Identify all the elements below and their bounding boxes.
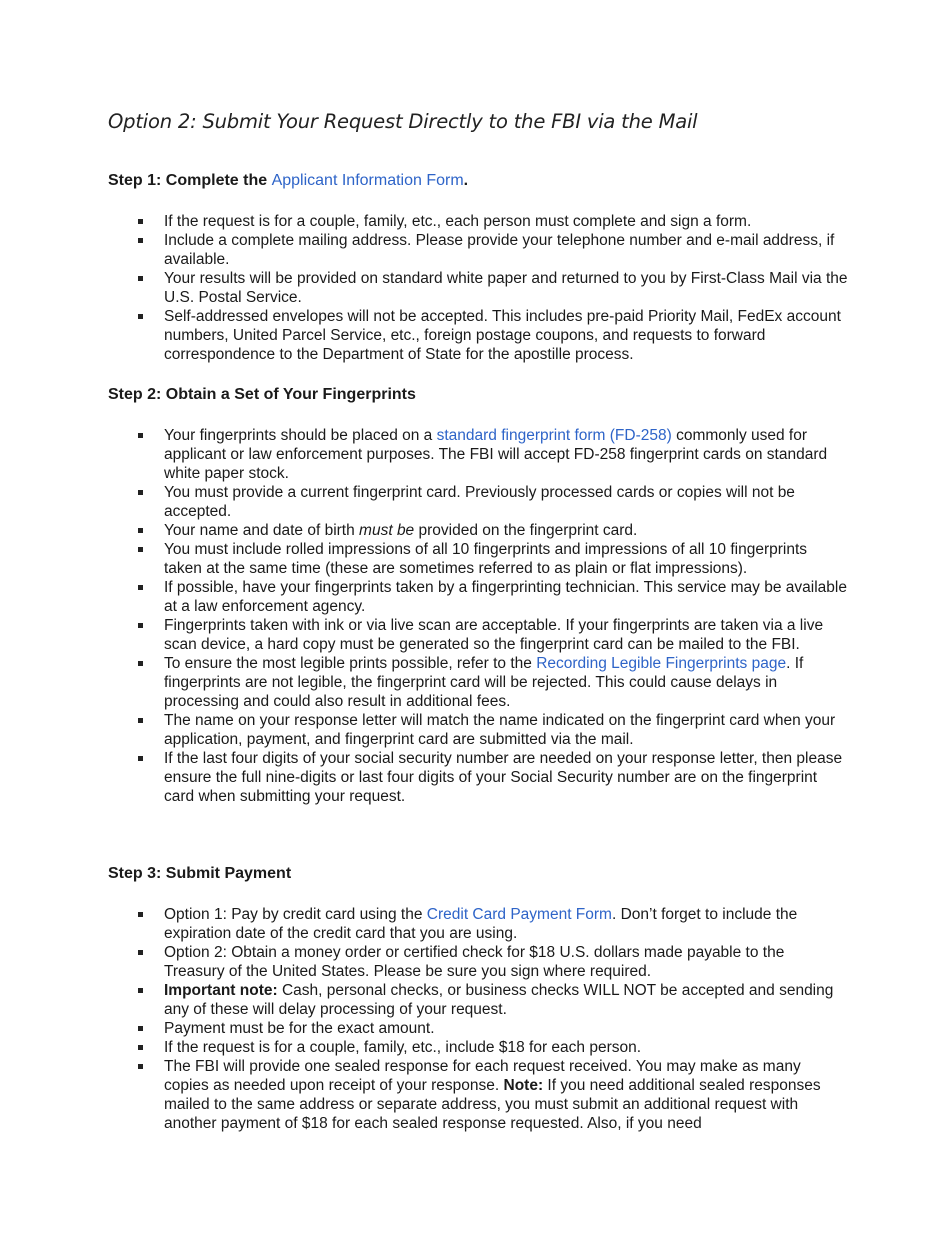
bullet-icon xyxy=(138,238,143,243)
list-item xyxy=(108,654,848,711)
list-item-text: Your fingerprints should be placed on a xyxy=(164,427,437,444)
list-item-text: If the last four digits of your social security number are needed on your response letter, then please ensure the full nine-digits or last four digits of your Social Security number are on the fingerprint card when submitting your request. xyxy=(164,750,843,805)
list-item-text: The name on your response letter will match the name indicated on the fingerprint card when your application, payment, and fingerprint card are submitted via the mail. xyxy=(164,712,836,748)
list-item-text: If you need additional sealed responses mailed to the same address or separate address, you must submit an additional request with another payment of $18 for each sealed response requested. Also, if you need xyxy=(164,1077,821,1132)
applicant-information-form-link[interactable]: Applicant Information Form xyxy=(271,172,464,189)
list-item xyxy=(108,1019,848,1038)
list-item-text: If possible, have your fingerprints taken by a fingerprinting technician. This service may be available at a law enforcement agency. xyxy=(164,579,847,615)
list-item xyxy=(108,578,848,616)
list-item-text: If the request is for a couple, family, etc., each person must complete and sign a form. xyxy=(164,213,752,230)
step1-list xyxy=(108,212,848,364)
list-item-text: Option 2: Obtain a money order or certified check for $18 U.S. dollars made payable to the Treasury of the United States. Please be sure you sign where required. xyxy=(164,944,785,980)
list-item xyxy=(108,540,848,578)
step1-heading-period: . xyxy=(463,172,469,189)
step1-heading xyxy=(108,172,468,190)
bullet-icon xyxy=(138,988,143,993)
list-item xyxy=(108,981,848,1019)
bullet-icon xyxy=(138,912,143,917)
list-item-text: If the request is for a couple, family, etc., include $18 for each person. xyxy=(164,1039,642,1056)
list-item-text: Self-addressed envelopes will not be accepted. This includes pre-paid Priority Mail, FedEx account numbers, United Parcel Service, etc., foreign postage coupons, and requests to forward correspondence to the Department of State for the apostille process. xyxy=(164,308,841,363)
list-item-text: Payment must be for the exact amount. xyxy=(164,1020,435,1037)
step2-heading: Step 2: Obtain a Set of Your Fingerprints xyxy=(108,386,416,403)
bullet-icon xyxy=(138,528,143,533)
bullet-icon xyxy=(138,219,143,224)
emphasis-text: must be xyxy=(359,522,415,539)
list-item xyxy=(108,1057,848,1133)
list-item-text: The FBI will provide one sealed response for each request received. You may make as many copies as needed upon receipt of your response. xyxy=(164,1058,801,1094)
list-item xyxy=(108,483,848,521)
bullet-icon xyxy=(138,490,143,495)
bullet-icon xyxy=(138,1064,143,1069)
bullet-icon xyxy=(138,1026,143,1031)
list-item xyxy=(108,212,848,231)
list-item xyxy=(108,521,848,540)
step2-list xyxy=(108,426,848,806)
list-item xyxy=(108,231,848,269)
list-item-text: commonly used for applicant or law enforcement purposes. The FBI will accept FD-258 fingerprint cards on standard white paper stock. xyxy=(164,427,828,482)
recording-legible-fingerprints-link[interactable]: Recording Legible Fingerprints page xyxy=(536,655,787,672)
list-item xyxy=(108,711,848,749)
bullet-icon xyxy=(138,585,143,590)
list-item xyxy=(108,307,848,364)
step3-list xyxy=(108,905,848,1133)
list-item xyxy=(108,943,848,981)
bullet-icon xyxy=(138,314,143,319)
list-item xyxy=(108,905,848,943)
page-title: Option 2: Submit Your Request Directly to the FBI via the Mail xyxy=(108,110,698,133)
note-label: Note: xyxy=(503,1077,544,1094)
important-note-label: Important note: xyxy=(164,982,278,999)
list-item-text: Option 1: Pay by credit card using the xyxy=(164,906,427,923)
credit-card-payment-form-link[interactable]: Credit Card Payment Form xyxy=(426,906,612,923)
list-item xyxy=(108,749,848,806)
list-item xyxy=(108,426,848,483)
bullet-icon xyxy=(138,276,143,281)
bullet-icon xyxy=(138,1045,143,1050)
list-item xyxy=(108,1038,848,1057)
step3-heading: Step 3: Submit Payment xyxy=(108,865,292,882)
list-item xyxy=(108,616,848,654)
list-item-text: . If fingerprints are not legible, the fingerprint card will be rejected. This could cause delays in processing and could also result in additional fees. xyxy=(164,655,804,710)
step1-heading-text: Step 1: Complete the xyxy=(108,172,272,189)
list-item-text: You must provide a current fingerprint card. Previously processed cards or copies will not be accepted. xyxy=(164,484,795,520)
list-item-text: Fingerprints taken with ink or via live scan are acceptable. If your fingerprints are taken via a live scan device, a hard copy must be generated so the fingerprint card can be mailed to the FBI. xyxy=(164,617,824,653)
bullet-icon xyxy=(138,950,143,955)
list-item-text: Include a complete mailing address. Please provide your telephone number and e-mail address, if available. xyxy=(164,232,835,268)
bullet-icon xyxy=(138,433,143,438)
bullet-icon xyxy=(138,718,143,723)
list-item-text: To ensure the most legible prints possible, refer to the xyxy=(164,655,537,672)
bullet-icon xyxy=(138,661,143,666)
fd258-form-link[interactable]: standard fingerprint form (FD-258) xyxy=(436,427,672,444)
list-item-text: Your results will be provided on standard white paper and returned to you by First-Class Mail via the U.S. Postal Service. xyxy=(164,270,848,306)
list-item-text: provided on the fingerprint card. xyxy=(414,522,638,539)
list-item-text: Cash, personal checks, or business checks WILL NOT be accepted and sending any of these will delay processing of your request. xyxy=(164,982,834,1018)
bullet-icon xyxy=(138,756,143,761)
list-item-text: You must include rolled impressions of all 10 fingerprints and impressions of all 10 fingerprints taken at the same time (these are sometimes referred to as plain or flat impressions). xyxy=(164,541,808,577)
bullet-icon xyxy=(138,547,143,552)
list-item-text: Your name and date of birth xyxy=(164,522,360,539)
bullet-icon xyxy=(138,623,143,628)
list-item xyxy=(108,269,848,307)
list-item-text: . Don’t forget to include the expiration date of the credit card that you are using. xyxy=(164,906,798,942)
